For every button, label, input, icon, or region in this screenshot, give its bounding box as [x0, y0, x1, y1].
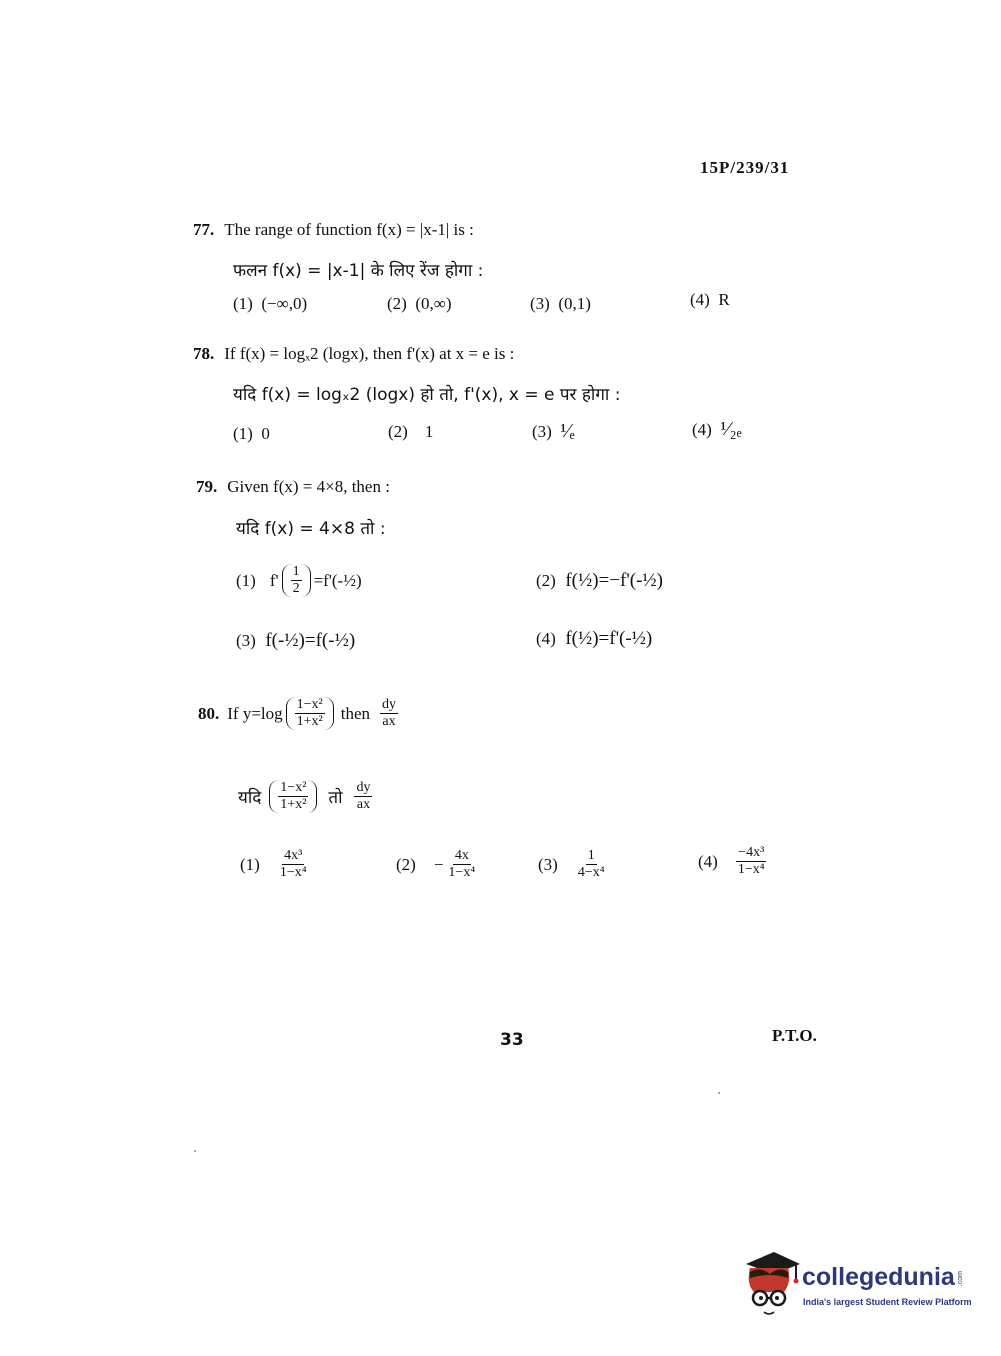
- option-value: 0: [261, 424, 270, 443]
- question-number: 78.: [193, 344, 215, 363]
- option-number: (1): [240, 854, 260, 874]
- log-argument: [269, 780, 317, 813]
- brand-name: collegedunia: [802, 1263, 955, 1291]
- fraction-denominator: ax: [382, 714, 396, 729]
- option-value: f(½)=f'(-½): [565, 628, 653, 649]
- q77-option-2: [387, 294, 452, 314]
- fraction-denominator: 1+x²: [296, 714, 323, 729]
- hindi-yadi: यदि: [238, 788, 262, 808]
- fraction-numerator: −4x³: [738, 845, 765, 860]
- fraction-denominator: 1+x²: [280, 797, 307, 812]
- page-number: 33: [500, 1030, 524, 1050]
- q77-option-4: [690, 290, 730, 310]
- question-79: [196, 477, 390, 497]
- option-value: f(½)=−f'(-½): [565, 570, 663, 591]
- q79-option-2: [536, 570, 663, 592]
- q80-option-2: [396, 848, 480, 881]
- q77-option-1: [233, 294, 307, 314]
- option-fraction-group: [282, 564, 311, 597]
- derivative-fraction: [354, 780, 372, 813]
- brand-dotcom: .com: [957, 1271, 964, 1287]
- option-value: (0,∞): [415, 294, 452, 313]
- option-sign: −: [433, 854, 444, 874]
- pto-label: P.T.O.: [772, 1026, 817, 1045]
- option-number: (3): [236, 631, 256, 650]
- question-text: Given f(x) = 4×8, then :: [227, 477, 390, 496]
- fraction-numerator: 1: [292, 564, 300, 579]
- hindi-to: तो: [328, 788, 343, 808]
- q78-option-3: [532, 420, 575, 443]
- option-prefix: f': [269, 570, 279, 590]
- fraction-numerator: 4x³: [284, 848, 303, 863]
- option-number: (4): [698, 851, 718, 871]
- log-fraction: [295, 697, 325, 730]
- q78-option-4: [692, 418, 742, 441]
- option-fraction: [736, 845, 767, 878]
- option-value: 1: [424, 422, 434, 441]
- log-fraction: [278, 780, 308, 813]
- option-number: (2): [536, 571, 556, 590]
- question-78-hindi: यदि f(x) = logₓ2 (logx) हो तो, f'(x), x = e पर होगा :: [233, 385, 621, 405]
- q77-option-3: [530, 294, 591, 314]
- fraction-numerator: 1: [587, 848, 595, 863]
- option-number: (3): [538, 854, 558, 874]
- question-text: If f(x) = logₓ2 (logx), then f'(x) at x = e is :: [224, 344, 515, 363]
- fraction-numerator: 1−x²: [280, 780, 307, 795]
- option-value: R: [718, 290, 730, 309]
- fraction-denominator: 1−x⁴: [448, 865, 476, 880]
- fraction-numerator: 1−x²: [296, 697, 323, 712]
- q79-option-4: [536, 628, 652, 650]
- option-number: (3): [530, 294, 550, 313]
- option-value: (−∞,0): [261, 294, 308, 313]
- option-value: (0,1): [558, 294, 591, 313]
- derivative-fraction: [380, 697, 398, 730]
- option-value: ¹⁄₂ₑ: [720, 418, 742, 440]
- option-number: (3): [532, 422, 552, 441]
- fraction-numerator: dy: [356, 780, 371, 795]
- fraction-denominator: 1−x⁴: [737, 862, 765, 877]
- scan-dot: [194, 1150, 196, 1152]
- question-79-hindi: यदि f(x) = 4×8 तो :: [236, 519, 386, 539]
- fraction-denominator: 1−x⁴: [279, 865, 307, 880]
- question-77: [193, 220, 474, 240]
- fraction-denominator: 4−x⁴: [577, 865, 605, 880]
- question-text: If y=log: [227, 703, 283, 723]
- q80-option-4: [698, 845, 770, 878]
- option-value: f(-½)=f(-½): [265, 630, 356, 651]
- question-number: 77.: [193, 220, 215, 239]
- option-fraction: [446, 848, 477, 881]
- option-number: (2): [387, 294, 407, 313]
- paper-code: 15P/239/31: [700, 158, 790, 177]
- fraction-numerator: 4x: [454, 848, 469, 863]
- question-text: The range of function f(x) = |x-1| is :: [224, 220, 474, 239]
- question-then: then: [340, 703, 371, 723]
- option-fraction: [576, 848, 607, 881]
- q78-option-1: [233, 424, 270, 444]
- q80-option-3: [538, 848, 610, 881]
- q79-option-3: [236, 630, 355, 652]
- fraction-denominator: ax: [356, 797, 371, 812]
- q78-option-2: [388, 422, 433, 442]
- question-78: [193, 344, 514, 364]
- fraction-numerator: dy: [382, 697, 397, 712]
- scan-dot: [718, 1092, 720, 1094]
- question-80: [198, 697, 401, 730]
- option-fraction: [278, 848, 309, 881]
- option-fraction: [291, 564, 302, 597]
- option-number: (2): [388, 422, 408, 441]
- option-number: (4): [690, 290, 710, 309]
- question-number: 79.: [196, 477, 218, 496]
- fraction-denominator: 2: [292, 581, 300, 596]
- option-number: (1): [233, 424, 253, 443]
- option-number: (4): [536, 629, 556, 648]
- q80-option-1: [240, 848, 312, 881]
- option-value: ¹⁄ₑ: [560, 420, 575, 442]
- question-number: 80.: [198, 703, 220, 723]
- option-number: (4): [692, 420, 712, 439]
- collegedunia-logo-icon: [740, 1250, 802, 1322]
- q79-option-1: [236, 564, 362, 597]
- question-77-hindi: फलन f(x) = |x-1| के लिए रेंज होगा :: [233, 261, 484, 281]
- option-number: (1): [236, 570, 256, 590]
- brand-tagline: India's largest Student Review Platform: [803, 1297, 972, 1307]
- option-number: (1): [233, 294, 253, 313]
- option-suffix: =f'(-½): [313, 570, 362, 590]
- option-number: (2): [396, 854, 416, 874]
- log-argument: [286, 697, 334, 730]
- question-80-hindi: [238, 780, 375, 813]
